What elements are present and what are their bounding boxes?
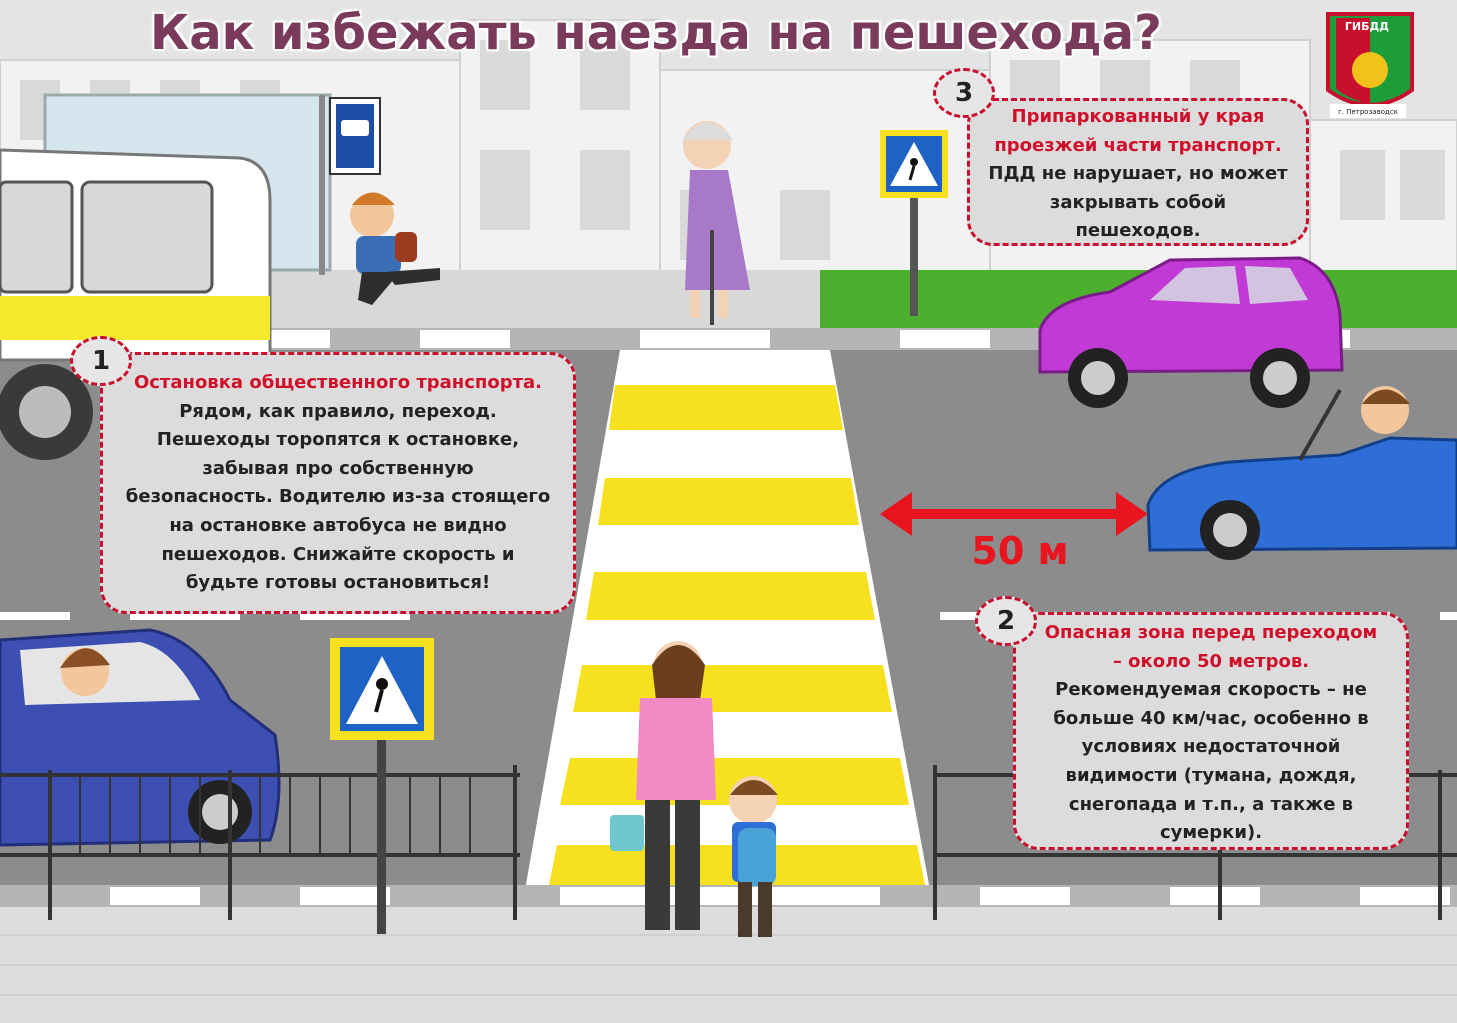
emblem-label: ГИБДД (1344, 20, 1390, 33)
callout-2-line-1: Рекомендуемая скорость – не (1055, 679, 1367, 701)
callout-1-line-6: пешеходов. Снижайте скорость и (161, 543, 515, 565)
callout-1-line-2: Пешеходы торопятся к остановке, (156, 429, 520, 451)
callout-2-line-6: сумерки). (1159, 822, 1263, 844)
callout-1-line-7: будьте готовы остановиться! (185, 572, 491, 594)
callout-parked-vehicle (967, 98, 1309, 246)
callout-1-highlight: Остановка общественного транспорта. (133, 372, 543, 393)
distance-label: 50 м (971, 529, 1069, 573)
callout-danger-zone (1013, 612, 1409, 850)
emblem-city: г. Петрозаводск (1338, 108, 1398, 116)
callout-2-line-4: видимости (тумана, дождя, (1065, 764, 1357, 786)
callout-1-line-1: Рядом, как правило, переход. (179, 400, 497, 422)
callout-2-line-5: снегопада и т.п., а также в (1068, 793, 1354, 815)
callout-3-highlight-2: проезжей части транспорт. (994, 134, 1282, 156)
callout-3-number: 3 (933, 68, 995, 118)
bottom-curb-stripes (110, 887, 1450, 905)
callout-2-highlight-2: – около 50 метров. (1112, 650, 1310, 672)
callout-2-highlight-1: Опасная зона перед переходом (1044, 622, 1378, 643)
callout-bus-stop (100, 352, 576, 614)
callout-3-line-3: пешеходов. (1075, 220, 1201, 242)
callout-2-line-2: больше 40 км/час, особенно в (1053, 707, 1369, 729)
poster-title: Как избежать наезда на пешехода? (150, 5, 1162, 61)
callout-1-line-5: на остановке автобуса не видно (169, 514, 507, 536)
callout-3-line-2: закрывать собой (1049, 191, 1227, 213)
callout-1-line-4: безопасность. Водителю из-за стоящего (125, 486, 551, 508)
bus-stop-sign (330, 98, 380, 174)
callout-2-number: 2 (975, 596, 1037, 646)
callout-1-number: 1 (70, 336, 132, 386)
callout-1-line-3: забывая про собственную (202, 457, 474, 479)
callout-3-highlight-1: Припаркованный у края (1011, 106, 1265, 127)
callout-3-line-1: ПДД не нарушает, но может (988, 163, 1288, 185)
callout-2-line-3: условиях недостаточной (1081, 736, 1341, 758)
